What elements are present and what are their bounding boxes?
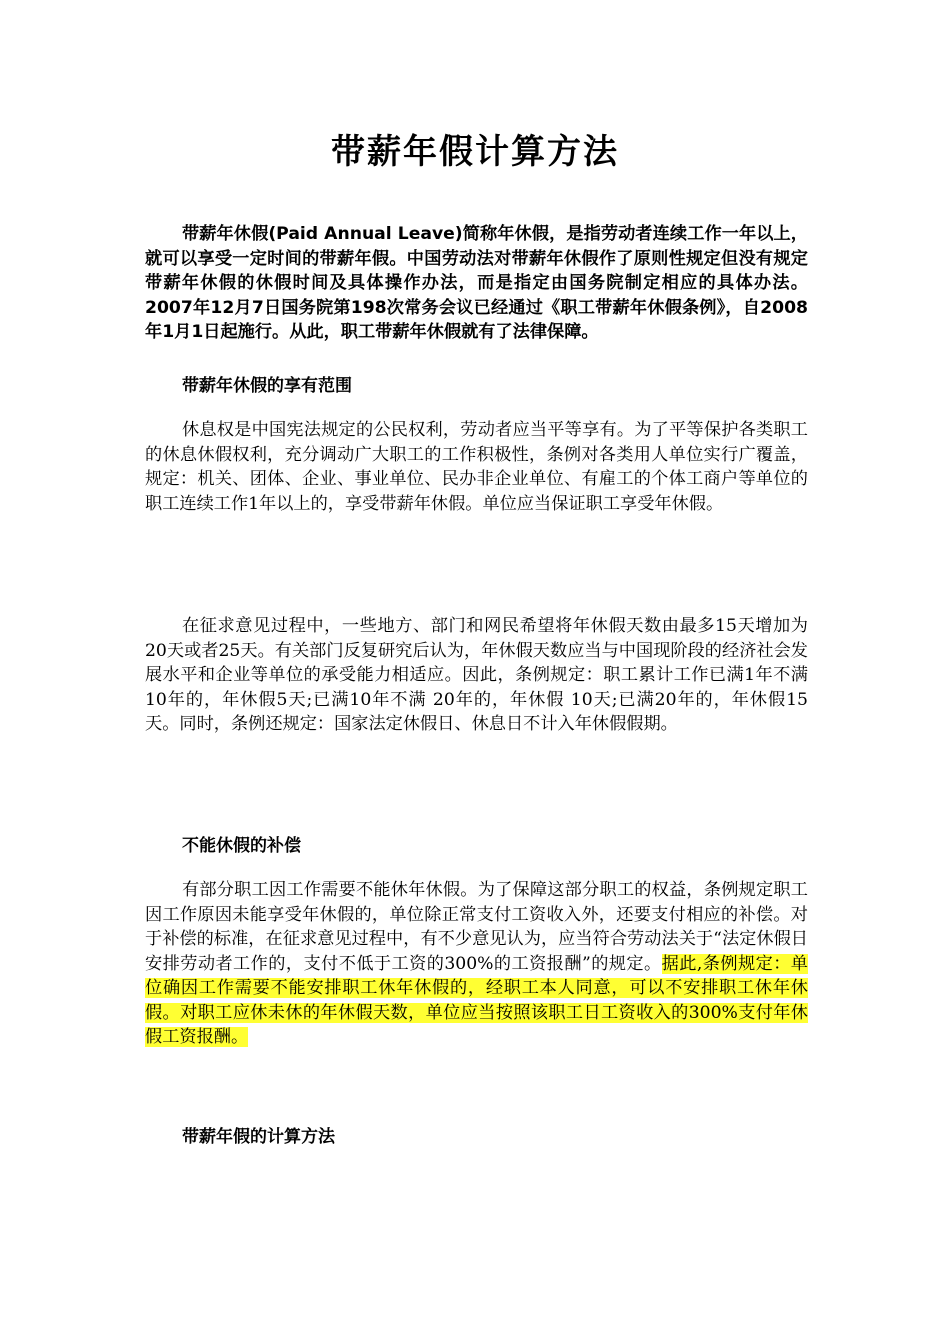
scope-paragraph: 休息权是中国宪法规定的公民权利，劳动者应当平等享有。为了平等保护各类职工的休息休假权利，充分调动广大职工的工作积极性，条例对各类用人单位实行广覆盖，规定：机关、团体、企业、事业单位、民办非企业单位、有雇工的个体工商户等单位的职工连续工作1年以上的，享受带薪年休假。单位应当保证职工享受年休假。 — [145, 420, 808, 514]
section-heading-compensation: 不能休假的补偿 — [182, 836, 301, 856]
compensation-paragraph — [145, 878, 808, 1050]
scope-paragraph-block — [145, 418, 808, 516]
page-title: 带薪年假计算方法 — [331, 132, 619, 172]
days-paragraph: 在征求意见过程中，一些地方、部门和网民希望将年休假天数由最多15天增加为20天或者25天。有关部门反复研究后认为，年休假天数应当与中国现阶段的经济社会发展水平和企业等单位的承受能力相适应。因此，条例规定：职工累计工作已满1年不满10年的，年休假5天;已满10年不满 20年的，年休假 10天;已满20年的，年休假15天。同时，条例还规定：国家法定休假日、休息日不计入年休假假期。 — [145, 616, 808, 734]
section-heading-calculation: 带薪年假的计算方法 — [182, 1127, 335, 1147]
section-heading-scope: 带薪年休假的享有范围 — [182, 376, 352, 396]
intro-paragraph-block — [145, 222, 808, 345]
days-paragraph-block — [145, 614, 808, 737]
intro-paragraph: 带薪年休假(Paid Annual Leave)简称年休假，是指劳动者连续工作一年以上，就可以享受一定时间的带薪年假。中国劳动法对带薪年休假作了原则性规定但没有规定带薪年休假的休假时间及具体操作办法，而是指定由国务院制定相应的具体办法。2007年12月7日国务院第198次常务会议已经通过《职工带薪年休假条例》，自2008 年1月1日起施行。从此，职工带薪年休假就有了法律保障。 — [145, 224, 808, 342]
highlighted-text: 据此,条例规定：单位确因工作需要不能安排职工休年休假的，经职工本人同意，可以不安排职工休年休假。对职工应休未休的年休假天数，单位应当按照该职工日工资收入的300%支付年休假工资报酬。 — [145, 953, 808, 1047]
compensation-text: 有部分职工因工作需要不能休年休假。为了保障这部分职工的权益，条例规定职工因工作原因未能享受年休假的，单位除正常支付工资收入外，还要支付相应的补偿。对于补偿的标准，在征求意见过程中，有不少意见认为，应当符合劳动法关于“法定休假日安排劳动者工作的，支付不低于工资的300%的工资报酬”的规定。 — [145, 880, 808, 974]
compensation-paragraph-block — [145, 878, 808, 1050]
